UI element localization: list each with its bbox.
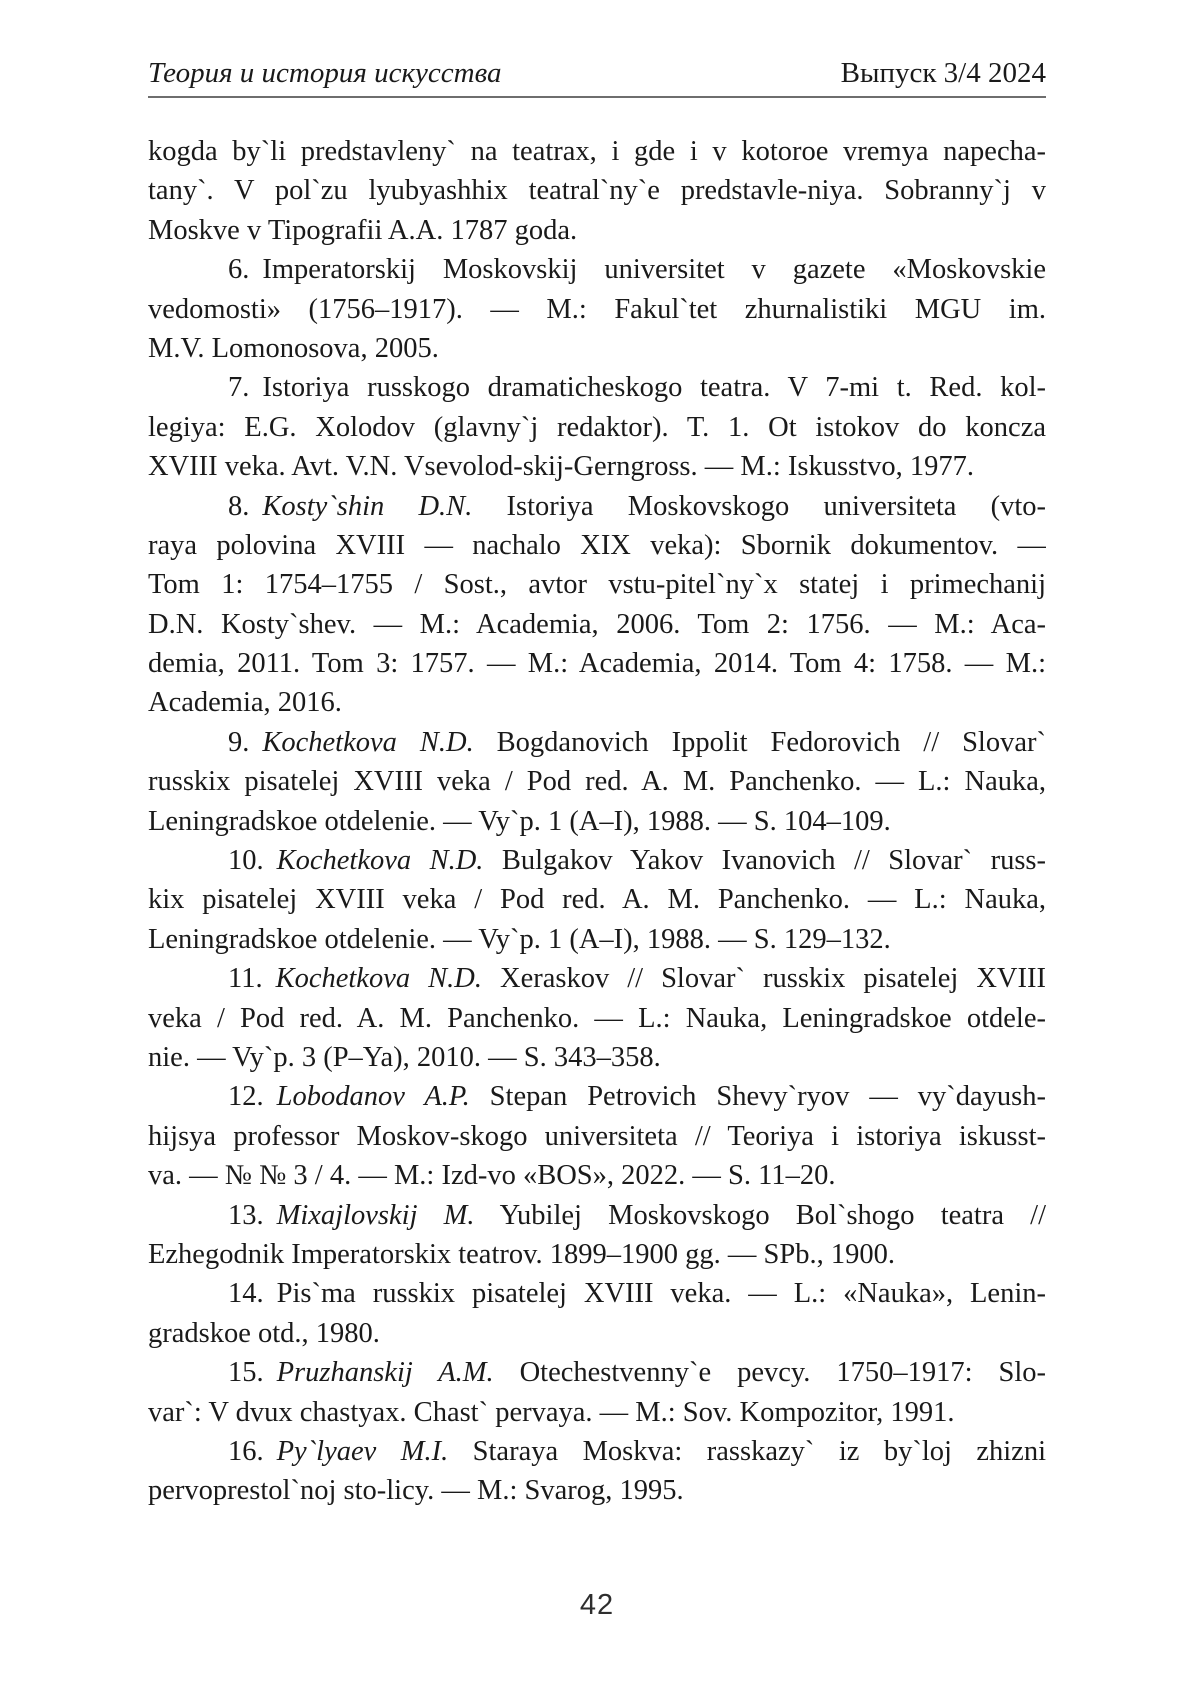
bib-text: Stepan Petrovich Shevy`ryov — vy`dayush- [469, 1081, 1046, 1113]
bib-text: Yubilej Moskovskogo Bol`shogo teatra // [474, 1199, 1046, 1231]
bib-text: pervoprestol`noj sto-licy. — M.: Svarog, 1995. [148, 1475, 684, 1507]
bib-line [148, 565, 1046, 604]
bib-line [148, 368, 1046, 407]
bib-line [148, 1196, 1046, 1235]
author-name: Py`lyaev M.I. [276, 1435, 449, 1467]
bib-text: Tom 1: 1754–1755 / Sost., avtor vstu-pitel`ny`x statej i primechanij [148, 569, 1046, 601]
bib-line [148, 487, 1046, 526]
entry-number: 7. [228, 372, 250, 404]
entry-number: 12. [228, 1081, 264, 1113]
bib-line [148, 329, 1046, 368]
bib-line [148, 1393, 1046, 1432]
bib-line [148, 723, 1046, 762]
author-name: Mixajlovskij M. [276, 1199, 475, 1231]
bib-line [148, 447, 1046, 486]
bib-text: var`: V dvux chastyax. Chast` pervaya. — M.: Sov. Kompozitor, 1991. [148, 1396, 955, 1428]
bib-text: legiya: E.G. Xolodov (glavny`j redaktor). T. 1. Ot istokov do koncza [148, 411, 1046, 443]
bibliography [148, 132, 1046, 1511]
journal-title: Теория и история искусства [148, 57, 502, 89]
bib-text: demia, 2011. Tom 3: 1757. — M.: Academia, 2014. Tom 4: 1758. — M.: [148, 648, 1046, 680]
entry-number: 9. [228, 726, 250, 758]
bib-text: tany`. V pol`zu lyubyashhix teatral`ny`e predstavle-niya. Sobranny`j v [148, 175, 1046, 207]
bib-text: raya polovina XVIII — nachalo XIX veka): Sbornik dokumentov. — [148, 529, 1046, 561]
entry-number: 11. [228, 963, 263, 995]
bib-text: Istoriya russkogo dramaticheskogo teatra. V 7-mi t. Red. kol- [262, 372, 1046, 404]
bib-line [148, 683, 1046, 722]
bib-line [148, 408, 1046, 447]
bib-text: Leningradskoe otdelenie. — Vy`p. 1 (A–I), 1988. — S. 104–109. [148, 805, 891, 837]
entry-number: 8. [228, 490, 250, 522]
bib-text: M.V. Lomonosova, 2005. [148, 332, 439, 364]
bib-text: kix pisatelej XVIII veka / Pod red. A. M. Panchenko. — L.: Nauka, [148, 884, 1046, 916]
bib-line [148, 959, 1046, 998]
author-name: Lobodanov A.P. [276, 1081, 470, 1113]
bib-text: hijsya professor Moskov-skogo universiteta // Teoriya i istoriya iskusst- [148, 1120, 1046, 1152]
bib-text: va. — № № 3 / 4. — M.: Izd-vo «BOS», 2022. — S. 11–20. [148, 1160, 836, 1192]
bib-line [148, 762, 1046, 801]
bib-text: Xeraskov // Slovar` russkix pisatelej XVIII [481, 963, 1046, 995]
page-header [148, 57, 1046, 90]
page-number: 42 [579, 1589, 615, 1621]
bib-line [148, 1077, 1046, 1116]
author-name: Kochetkova N.D. [262, 726, 474, 758]
bib-line [148, 1432, 1046, 1471]
issue-label: Выпуск 3/4 2024 [840, 57, 1046, 89]
bib-line [148, 1038, 1046, 1077]
bib-line [148, 920, 1046, 959]
bib-line [148, 1353, 1046, 1392]
bib-line [148, 1156, 1046, 1195]
bib-line [148, 1274, 1046, 1313]
entry-number: 15. [228, 1357, 264, 1389]
bib-line [148, 211, 1046, 250]
bib-line [148, 526, 1046, 565]
bib-text: Bogdanovich Ippolit Fedorovich // Slovar` [473, 726, 1046, 758]
bib-text: Academia, 2016. [148, 687, 342, 719]
bib-text: XVIII veka. Avt. V.N. Vsevolod-skij-Gerngross. — M.: Iskusstvo, 1977. [148, 451, 974, 483]
bib-line [148, 605, 1046, 644]
bib-text: Leningradskoe otdelenie. — Vy`p. 1 (A–I), 1988. — S. 129–132. [148, 923, 891, 955]
entry-number: 6. [228, 254, 250, 286]
bib-line [148, 644, 1046, 683]
bib-line [148, 1235, 1046, 1274]
author-name: Pruzhanskij A.M. [276, 1357, 494, 1389]
bib-text: kogda by`li predstavleny` na teatrax, i gde i v kotoroe vremya napecha- [148, 136, 1046, 167]
author-name: Kochetkova N.D. [276, 845, 484, 877]
bib-line [148, 999, 1046, 1038]
bib-line [148, 132, 1046, 171]
bib-text: gradskoe otd., 1980. [148, 1317, 380, 1349]
bib-text: Imperatorskij Moskovskij universitet v gazete «Moskovskie [262, 254, 1046, 286]
header-rule [148, 96, 1046, 98]
entry-number: 13. [228, 1199, 264, 1231]
bib-text: vedomosti» (1756–1917). — M.: Fakul`tet zhurnalistiki MGU im. [148, 293, 1046, 325]
author-name: Kosty`shin D.N. [262, 490, 473, 522]
entry-number: 16. [228, 1435, 264, 1467]
bib-text: veka / Pod red. A. M. Panchenko. — L.: Nauka, Leningradskoe otdele- [148, 1002, 1046, 1034]
bib-text: russkix pisatelej XVIII veka / Pod red. A. M. Panchenko. — L.: Nauka, [148, 766, 1046, 798]
bib-line [148, 171, 1046, 210]
bib-text: Staraya Moskva: rasskazy` iz by`loj zhizni [448, 1435, 1046, 1467]
bib-text: Istoriya Moskovskogo universiteta (vto- [472, 490, 1046, 522]
bib-text: Bulgakov Yakov Ivanovich // Slovar` russ- [483, 845, 1046, 877]
bib-text: Moskve v Tipografii A.A. 1787 goda. [148, 214, 578, 246]
bib-line [148, 1117, 1046, 1156]
bib-line [148, 880, 1046, 919]
bib-text: Pis`ma russkix pisatelej XVIII veka. — L.: «Nauka», Lenin- [276, 1278, 1046, 1310]
entry-number: 10. [228, 845, 264, 877]
bib-line [148, 841, 1046, 880]
bib-line [148, 290, 1046, 329]
bib-line [148, 802, 1046, 841]
author-name: Kochetkova N.D. [275, 963, 482, 995]
entry-number: 14. [228, 1278, 264, 1310]
bib-line [148, 1471, 1046, 1510]
bib-text: nie. — Vy`p. 3 (P–Ya), 2010. — S. 343–358. [148, 1041, 661, 1073]
bib-text: Ezhegodnik Imperatorskix teatrov. 1899–1900 gg. — SPb., 1900. [148, 1238, 895, 1270]
bib-line [148, 250, 1046, 289]
bib-text: Otechestvenny`e pevcy. 1750–1917: Slo- [493, 1357, 1046, 1389]
bib-line [148, 1314, 1046, 1353]
bib-text: D.N. Kosty`shev. — M.: Academia, 2006. Tom 2: 1756. — M.: Aca- [148, 608, 1046, 640]
